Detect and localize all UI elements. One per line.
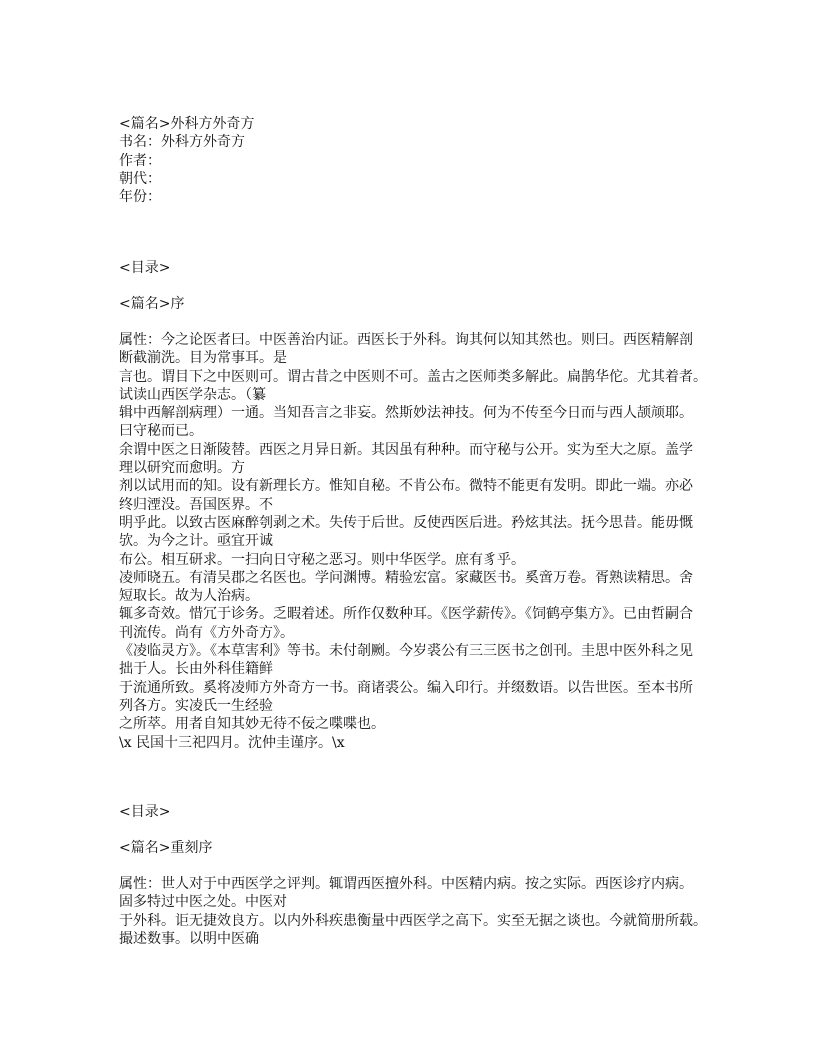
text-line: 属性：今之论医者曰。中医善治内证。西医长于外科。询其何以知其然也。则曰。西医精解剖 [119,332,693,348]
text-line: 短取长。故为人治病。 [119,588,259,605]
text-line: 布公。相互研求。一扫向日守秘之恶习。则中华医学。庶有豸乎。 [119,551,525,568]
toc-heading: <目录> [119,260,171,276]
text-line: 终归湮没。吾国医界。不 [119,496,273,513]
text-line: 辄多奇效。惜冗于诊务。乏暇着述。所作仅数种耳。《医学薪传》。《饲鹤亭集方》。已由哲嗣合 [119,606,693,623]
text-line: 理以研究而愈明。方 [119,460,245,477]
header-block [119,115,719,206]
text-line: 明乎此。以致古医麻醉刳剥之术。失传于后世。反使西医后进。矜炫其法。抚今思昔。能毋慨 [119,514,693,531]
text-line: 属性：世人对于中西医学之评判。辄谓西医擅外科。中医精内病。按之实际。西医诊疗内病。 [119,876,693,892]
text-line: 固多特过中医之处。中医对 [119,894,287,911]
text-line: 于外科。讵无捷效良方。以内外科疾患衡量中西医学之高下。实至无据之谈也。今就简册所载。 [119,912,707,929]
reprint-preface-title: <篇名>重刻序 [119,840,213,856]
section-title [119,295,719,313]
text-line: 刊流传。尚有《方外奇方》。 [119,624,294,641]
text-line: 作者： [119,152,161,169]
text-line: 辑中西解剖病理）一通。当知吾言之非妄。然斯妙法神技。何为不传至今日而与西人颉颃耶。 [119,405,693,422]
text-line: 撮述数事。以明中医确 [119,930,259,947]
text-line: 书名：外科方外奇方 [119,134,245,151]
text-line: 朝代： [119,170,161,187]
text-line: 欤。为今之计。亟宜开诚 [119,533,273,550]
text-line: 之所萃。用者自知其妙无待不佞之喋喋也。 [119,716,385,733]
preface-body [119,331,719,752]
text-line: 剂以试用而的知。设有新理长方。惟知自秘。不肯公布。微特不能更有发明。即此一端。亦必 [119,478,693,495]
text-line: \x 民国十三祀四月。沈仲圭谨序。\x [119,734,345,751]
text-line: 于流通所致。奚将凌师方外奇方一书。商诸裘公。编入印行。并缀数语。以告世医。至本书所 [119,679,693,696]
toc-label [119,259,719,277]
toc-heading: <目录> [119,804,171,820]
reprint-preface-body [119,875,719,948]
text-line: 《凌临灵方》。《本草害利》等书。未付剞劂。今岁裘公有三三医书之创刊。圭思中医外科之见 [119,643,693,660]
toc-label-2 [119,803,719,821]
text-line: 凌师晓五。有清吴郡之名医也。学问渊博。精验宏富。家藏医书。奚啻万卷。胥熟读精思。舍 [119,569,693,586]
section-title-2 [119,839,719,857]
text-line: 余谓中医之日渐陵替。西医之月异日新。其因虽有种种。而守秘与公开。实为至大之原。盖学 [119,441,693,458]
text-line: 断截湔洗。目为常事耳。是 [119,350,287,367]
text-line: 列各方。实凌氏一生经验 [119,697,273,714]
text-line: <篇名>外科方外奇方 [119,116,255,132]
text-line: 曰守秘而已。 [119,423,203,440]
text-line: 言也。谓目下之中医则可。谓古昔之中医则不可。盖古之医师类多解此。扁鹊华佗。尤其着者。 [119,368,707,385]
text-line: 年份： [119,189,161,206]
text-line: 拙于人。长由外科佳籍鲜 [119,661,273,678]
preface-title: <篇名>序 [119,296,185,312]
text-line: 试读山西医学杂志。（纂 [119,386,266,403]
